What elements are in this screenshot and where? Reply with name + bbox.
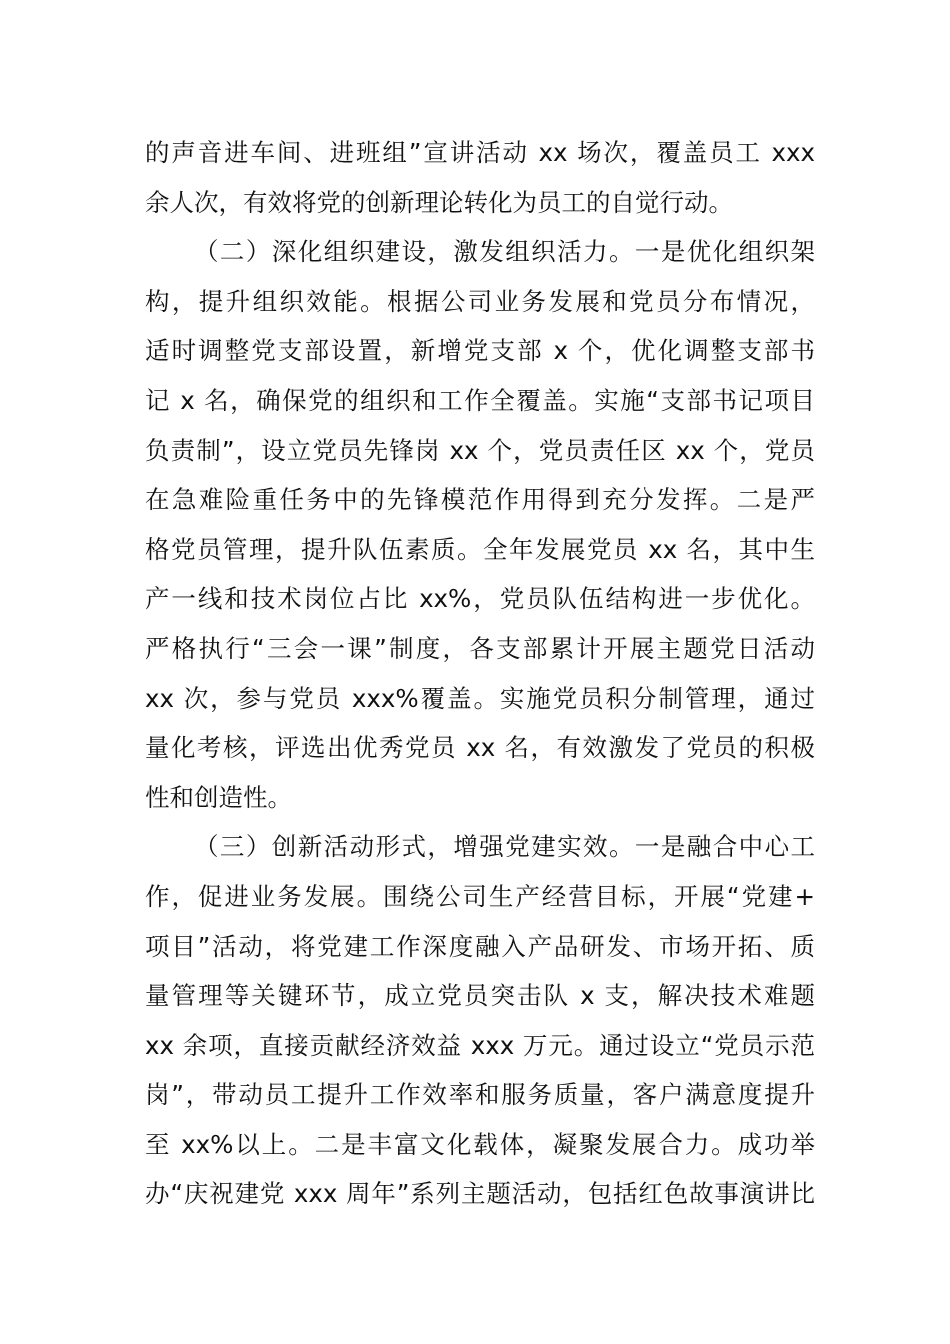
section-heading-line: （二）深化组织建设，激发组织活力。一是优化组织架: [194, 237, 815, 267]
text-line: 岗”，带动员工提升工作效率和服务质量，客户满意度提升: [145, 1080, 815, 1110]
text-line: 作，促进业务发展。围绕公司生产经营目标，开展“党建+: [145, 881, 815, 911]
text-line: xx 次，参与党员 xxx%覆盖。实施党员积分制管理，通过: [145, 683, 815, 713]
section-heading-line: （三）创新活动形式，增强党建实效。一是融合中心工: [194, 832, 815, 862]
text-line: 负责制”，设立党员先锋岗 xx 个，党员责任区 xx 个，党员: [145, 435, 815, 465]
text-line: 严格执行“三会一课”制度，各支部累计开展主题党日活动: [145, 633, 815, 663]
text-line: 余人次，有效将党的创新理论转化为员工的自觉行动。: [145, 187, 733, 217]
text-line: 产一线和技术岗位占比 xx%，党员队伍结构进一步优化。: [145, 584, 815, 614]
text-line: 量化考核，评选出优秀党员 xx 名，有效激发了党员的积极: [145, 733, 815, 763]
text-line: 在急难险重任务中的先锋模范作用得到充分发挥。二是严: [145, 485, 815, 515]
text-line: 项目”活动，将党建工作深度融入产品研发、市场开拓、质: [145, 931, 815, 961]
text-line: xx 余项，直接贡献经济效益 xxx 万元。通过设立“党员示范: [145, 1030, 815, 1060]
text-line: 办“庆祝建党 xxx 周年”系列主题活动，包括红色故事演讲比: [145, 1179, 815, 1209]
text-line: 至 xx%以上。二是丰富文化载体，凝聚发展合力。成功举: [145, 1129, 815, 1159]
text-line: 记 x 名，确保党的组织和工作全覆盖。实施“支部书记项目: [145, 385, 815, 415]
text-line: 适时调整党支部设置，新增党支部 x 个，优化调整支部书: [145, 336, 815, 366]
text-line: 的声音进车间、进班组”宣讲活动 xx 场次，覆盖员工 xxx: [145, 138, 815, 167]
text-line: 格党员管理，提升队伍素质。全年发展党员 xx 名，其中生: [145, 534, 815, 564]
body-text: [145, 128, 815, 1219]
text-line: 量管理等关键环节，成立党员突击队 x 支，解决技术难题: [145, 981, 815, 1011]
text-line: 性和创造性。: [145, 782, 292, 812]
text-line: 构，提升组织效能。根据公司业务发展和党员分布情况，: [145, 286, 815, 316]
